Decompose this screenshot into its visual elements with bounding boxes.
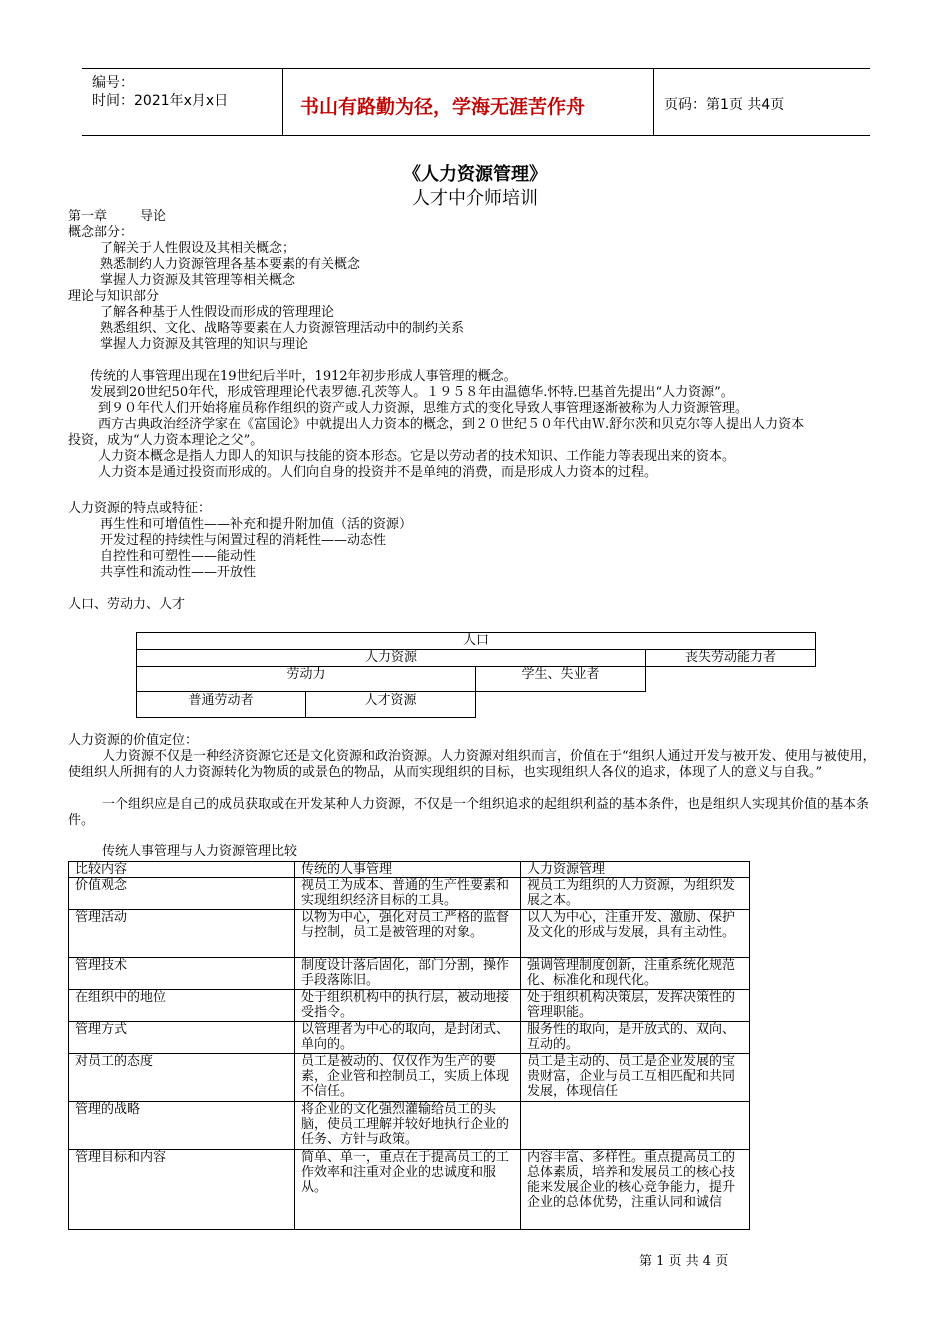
table-cell: 简单、单一，重点在于提高员工的工作效率和注重对企业的忠诚度和服从。 — [295, 1150, 521, 1230]
history-line: 到９０年代人们开始将雇员称作组织的资产或人力资源，思维方式的变化导致人事管理逐渐被称为人力资源管理。 — [98, 401, 749, 416]
features-heading: 人力资源的特点或特征： — [68, 501, 212, 516]
history-line: 人力资本是通过投资而形成的。人们向自身的投资并不是单纯的消费，而是形成人力资本的过程。 — [98, 465, 658, 480]
theory-item: 了解各种基于人性假设而形成的管理理论 — [100, 305, 335, 320]
chapter-heading: 第一章 导论 — [68, 209, 167, 224]
feature-item: 自控性和可塑性——能动性 — [100, 549, 257, 564]
doc-date-label: 时间：2021年x月x日 — [92, 93, 229, 109]
history-line: 传统的人事管理出现在19世纪后半叶，1912年初步形成人事管理的概念。 — [90, 369, 517, 384]
table-cell: 对员工的态度 — [69, 1054, 295, 1102]
table-cell: 处于组织机构中的执行层，被动地接受指令。 — [295, 990, 521, 1022]
history-line: 人力资本概念是指人力即人的知识与技能的资本形态。它是以劳动者的技术知识、工作能力等表现出来的资本。 — [98, 449, 736, 464]
table-row — [69, 1150, 750, 1230]
table-header-cell: 人力资源管理 — [521, 862, 750, 878]
document-subtitle: 人才中介师培训 — [412, 188, 538, 209]
table-header-row — [69, 862, 750, 878]
table-row — [69, 1054, 750, 1102]
table-cell: 以物为中心，强化对员工严格的监督与控制，员工是被管理的对象。 — [295, 910, 521, 958]
header-page-label: 页码：第1页 共4页 — [664, 97, 785, 113]
diagram-ordinary-workers: 普通劳动者 — [136, 691, 306, 718]
table-cell: 管理方式 — [69, 1022, 295, 1054]
header-motto: 书山有路勤为径，学海无涯苦作舟 — [300, 96, 586, 118]
header-divider — [653, 68, 654, 135]
concepts-heading: 概念部分： — [68, 225, 134, 240]
feature-item: 共享性和流动性——开放性 — [100, 565, 257, 580]
table-row — [69, 910, 750, 958]
diagram-population: 人口 — [136, 632, 816, 650]
history-line: 西方古典政治经济学家在《富国论》中就提出人力资本的概念，到２０世纪５０年代由Ｗ.舒尔茨和贝克尔等人提出人力资本 — [98, 417, 805, 432]
comparison-table — [68, 861, 750, 1230]
concept-item: 熟悉制约人力资源管理各基本要素的有关概念 — [100, 257, 361, 272]
diagram-labor-force: 劳动力 — [136, 666, 476, 692]
diagram-disabled: 丧失劳动能力者 — [645, 649, 816, 667]
feature-item: 再生性和可增值性——补充和提升附加值（活的资源） — [100, 517, 413, 532]
table-cell: 以管理者为中心的取向，是封闭式、单向的。 — [295, 1022, 521, 1054]
table-cell: 服务性的取向，是开放式的、双向、互动的。 — [521, 1022, 750, 1054]
table-cell: 员工是被动的、仅仅作为生产的要素，企业管和控制员工，实质上体现不信任。 — [295, 1054, 521, 1102]
table-row — [69, 958, 750, 990]
population-heading: 人口、劳动力、人才 — [68, 597, 186, 612]
document-title: 《人力资源管理》 — [403, 164, 547, 185]
table-row — [69, 878, 750, 910]
table-cell: 管理目标和内容 — [69, 1150, 295, 1230]
table-header-cell: 比较内容 — [69, 862, 295, 878]
table-cell: 管理技术 — [69, 958, 295, 990]
concept-item: 了解关于人性假设及其相关概念； — [100, 241, 296, 256]
value-heading: 人力资源的价值定位： — [68, 733, 199, 748]
diagram-talent: 人才资源 — [305, 691, 476, 718]
value-paragraph: 人力资源不仅是一种经济资源它还是文化资源和政治资源。人力资源对组织而言，价值在于“组织人通过开发与被开发、使用与被使用，使组织人所拥有的人力资源转化为物质的或景色的物品，从而实现组织的目标，也实现组织人各仪的追求，体现了人的意义与自我。” — [68, 749, 876, 780]
table-cell: 在组织中的地位 — [69, 990, 295, 1022]
table-row — [69, 1022, 750, 1054]
comparison-caption: 传统人事管理与人力资源管理比较 — [102, 844, 298, 859]
table-cell: 将企业的文化强烈灌输给员工的头脑，使员工理解并较好地执行企业的任务、方针与政策。 — [295, 1102, 521, 1150]
history-line: 投资，成为“人力资本理论之父”。 — [68, 433, 264, 448]
page-footer: 第 1 页 共 4 页 — [639, 1254, 729, 1269]
table-row — [69, 1102, 750, 1150]
table-cell: 管理的战略 — [69, 1102, 295, 1150]
table-cell: 以人为中心，注重开发、激励、保护及文化的形成与发展，具有主动性。 — [521, 910, 750, 958]
value-paragraph: 一个组织应是自己的成员获取或在开发某种人力资源，不仅是一个组织追求的起组织利益的基本条件，也是组织人实现其价值的基本条件。 — [68, 797, 870, 828]
doc-number-label: 编号： — [92, 75, 134, 91]
header-top-rule — [82, 68, 870, 69]
table-cell: 内容丰富、多样性。重点提高员工的总体素质，培养和发展员工的核心技能来发展企业的核心竞争能力，提升企业的总体优势，注重认同和诚信 — [521, 1150, 750, 1230]
table-cell: 管理活动 — [69, 910, 295, 958]
diagram-human-resources: 人力资源 — [136, 649, 646, 667]
table-cell: 制度设计落后固化，部门分割，操作手段落陈旧。 — [295, 958, 521, 990]
table-cell: 员工是主动的、员工是企业发展的宝贵财富，企业与员工互相匹配和共同发展，体现信任 — [521, 1054, 750, 1102]
concept-item: 掌握人力资源及其管理等相关概念 — [100, 273, 296, 288]
theory-item: 熟悉组织、文化、战略等要素在人力资源管理活动中的制约关系 — [100, 321, 465, 336]
table-row — [69, 990, 750, 1022]
theory-item: 掌握人力资源及其管理的知识与理论 — [100, 337, 309, 352]
table-cell — [521, 1102, 750, 1150]
feature-item: 开发过程的持续性与闲置过程的消耗性——动态性 — [100, 533, 387, 548]
table-cell: 视员工为成本、普通的生产性要素和实现组织经济目标的工具。 — [295, 878, 521, 910]
header-divider — [282, 68, 283, 135]
table-cell: 价值观念 — [69, 878, 295, 910]
table-cell: 处于组织机构决策层，发挥决策性的管理职能。 — [521, 990, 750, 1022]
history-line: 发展到20世纪50年代，形成管理理论代表罗德.孔茨等人。１９５８年由温德华.怀特.巴基首先提出“人力资源”。 — [90, 385, 734, 400]
diagram-students: 学生、失业者 — [475, 666, 646, 692]
table-header-cell: 传统的人事管理 — [295, 862, 521, 878]
header-bottom-rule — [82, 135, 870, 136]
table-cell: 视员工为组织的人力资源，为组织发展之本。 — [521, 878, 750, 910]
table-cell: 强调管理制度创新，注重系统化规范化、标准化和现代化。 — [521, 958, 750, 990]
theory-heading: 理论与知识部分 — [68, 289, 160, 304]
